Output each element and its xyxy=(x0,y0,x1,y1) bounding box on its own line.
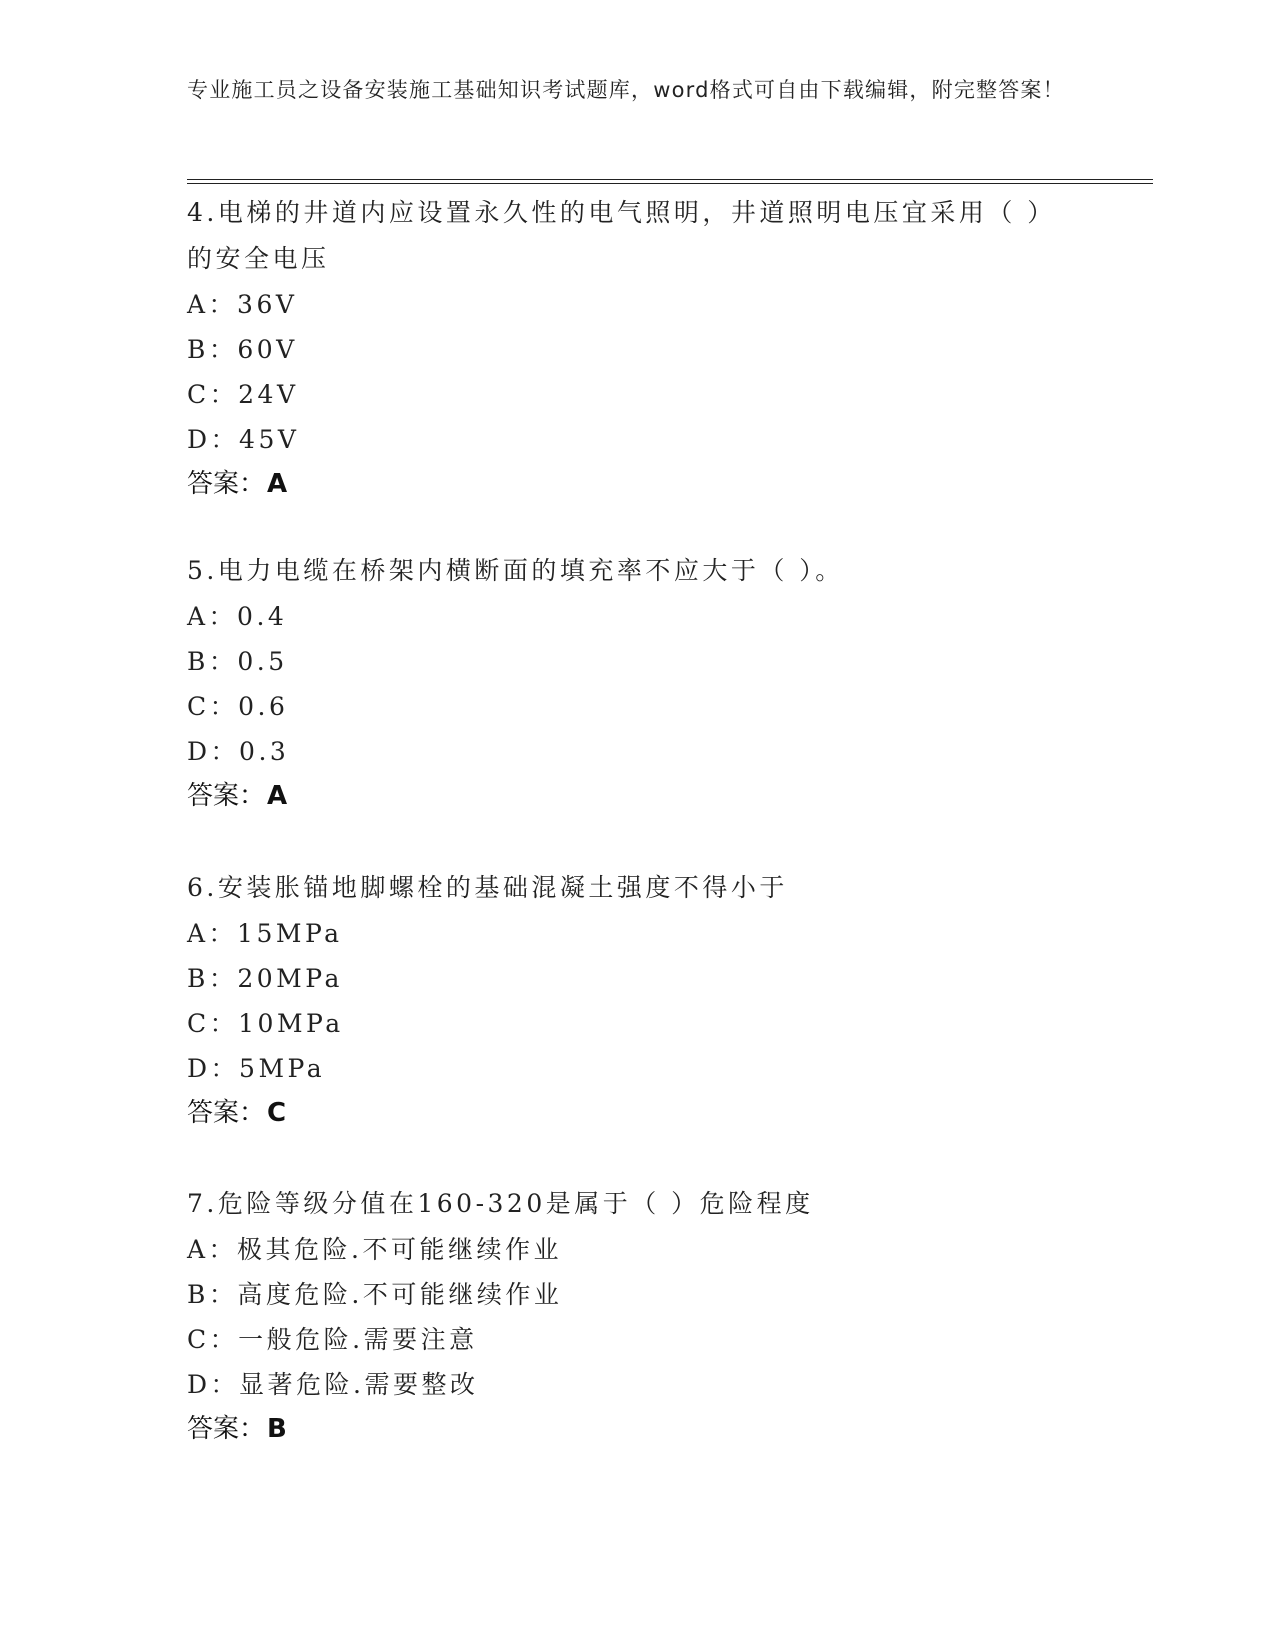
answer-label: 答案： xyxy=(187,1414,266,1444)
answer-value: A xyxy=(267,781,288,811)
option-c: C：24V xyxy=(187,380,299,409)
answer-line xyxy=(187,774,1087,819)
option-a: A：极其危险.不可能继续作业 xyxy=(187,1235,563,1264)
answer-line xyxy=(187,1407,1087,1452)
answer-value: B xyxy=(267,1414,287,1444)
question-4 xyxy=(187,190,1047,507)
option-c: C：10MPa xyxy=(187,1009,344,1038)
answer-value: A xyxy=(267,469,288,499)
answer-line xyxy=(187,462,1047,507)
question-6 xyxy=(187,865,1087,1136)
option-b: B：高度危险.不可能继续作业 xyxy=(187,1280,563,1309)
question-stem: 4.电梯的井道内应设置永久性的电气照明，井道照明电压宜采用（ ）的安全电压 xyxy=(187,198,1044,273)
option-a: A：15MPa xyxy=(187,919,343,948)
answer-label: 答案： xyxy=(187,1098,266,1128)
option-b: B：20MPa xyxy=(187,964,343,993)
answer-value: C xyxy=(267,1098,287,1128)
option-b: B：60V xyxy=(187,335,298,364)
question-stem: 7.危险等级分值在160-320是属于（ ）危险程度 xyxy=(187,1189,814,1218)
option-d: D：显著危险.需要整改 xyxy=(187,1370,479,1399)
answer-label: 答案： xyxy=(187,781,266,811)
option-d: D：45V xyxy=(187,425,300,454)
option-c: C：0.6 xyxy=(187,692,289,721)
header-divider xyxy=(187,179,1153,184)
option-a: A：0.4 xyxy=(187,602,288,631)
option-d: D：0.3 xyxy=(187,737,290,766)
question-stem: 6.安装胀锚地脚螺栓的基础混凝土强度不得小于 xyxy=(187,873,788,902)
option-d: D：5MPa xyxy=(187,1054,326,1083)
option-a: A：36V xyxy=(187,290,298,319)
option-b: B：0.5 xyxy=(187,647,288,676)
document-intro: 专业施工员之设备安装施工基础知识考试题库，word格式可自由下载编辑，附完整答案！ xyxy=(187,78,1065,102)
question-5 xyxy=(187,548,1087,819)
option-c: C：一般危险.需要注意 xyxy=(187,1325,478,1354)
answer-label: 答案： xyxy=(187,469,266,499)
question-stem: 5.电力电缆在桥架内横断面的填充率不应大于（ ）。 xyxy=(187,556,844,585)
question-7 xyxy=(187,1181,1087,1452)
answer-line xyxy=(187,1091,1087,1136)
